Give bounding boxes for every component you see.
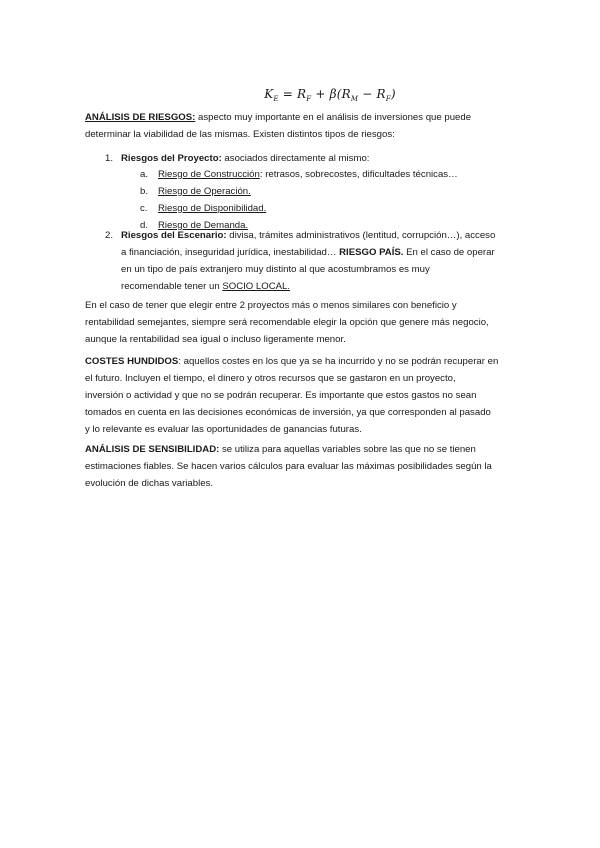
formula-mid: + β(R bbox=[311, 87, 351, 101]
sublist-item bbox=[140, 200, 458, 217]
sensibilidad-line3: evolución de dichas variables. bbox=[85, 478, 213, 489]
proyectos-paragraph bbox=[85, 297, 515, 348]
sublist-rest: : retrasos, sobrecostes, dificultades técnicas… bbox=[259, 169, 458, 180]
formula-lhs: K bbox=[264, 87, 274, 101]
costes-line5: y lo relevante es evaluar las oportunidades de ganancias futuras. bbox=[85, 424, 362, 435]
costes-line4: tomados en cuenta en las decisiones económicas de inversión, ya que corresponden al pasado bbox=[85, 407, 491, 418]
sensibilidad-line1: se utiliza para aquellas variables sobre las que no se tienen bbox=[219, 444, 476, 455]
formula-minus: − R bbox=[358, 87, 386, 101]
formula-close: ) bbox=[390, 87, 396, 101]
costes-line2: el futuro. Incluyen el tiempo, el dinero y otros recursos que se gastaron en un proyecto, bbox=[85, 373, 456, 384]
item2-title: Riesgos del Escenario: bbox=[121, 230, 227, 241]
riesgos-heading: ANÁLISIS DE RIESGOS: bbox=[85, 112, 196, 123]
costes-paragraph bbox=[85, 353, 515, 438]
sublist-item bbox=[140, 166, 458, 183]
list-item-escenario bbox=[105, 227, 515, 295]
sublist-label: Riesgo de Disponibilidad. bbox=[158, 203, 267, 214]
list-number: 2. bbox=[105, 230, 114, 241]
sensibilidad-line2: estimaciones fiables. Se hacen varios cálculos para evaluar las máximas posibilidades según la bbox=[85, 461, 492, 472]
proyectos-line1: En el caso de tener que elegir entre 2 proyectos más o menos similares con beneficio y bbox=[85, 300, 457, 311]
socio-local: SOCIO LOCAL. bbox=[222, 281, 291, 292]
sublist-letter: d. bbox=[140, 220, 149, 231]
item2-line4a: recomendable tener un bbox=[121, 281, 223, 292]
riesgos-list bbox=[105, 150, 515, 167]
formula-rf-sub: F bbox=[306, 95, 312, 103]
costes-line3: inversión o actividad y que no se podrán recuperar. Es importante que estos gastos no sean bbox=[85, 390, 477, 401]
riesgos-paragraph bbox=[85, 109, 515, 143]
sublist-label: Riesgo de Operación. bbox=[158, 186, 251, 197]
proyecto-sublist bbox=[140, 166, 458, 234]
item2-line1: divisa, trámites administrativos (lentitud, corrupción…), acceso bbox=[226, 230, 496, 241]
riesgos-intro-2: determinar la viabilidad de las mismas. Existen distintos tipos de riesgos: bbox=[85, 129, 395, 140]
proyectos-line2: rentabilidad semejantes, siempre será recomendable elegir la opción que genere más negocio, bbox=[85, 317, 489, 328]
item1-text: asociados directamente al mismo: bbox=[221, 153, 370, 164]
sublist-label: Riesgo de Construcción bbox=[158, 169, 260, 180]
riesgos-intro-1: aspecto muy importante en el análisis de inversiones que puede bbox=[195, 112, 472, 123]
costes-line1: : aquellos costes en los que ya se ha incurrido y no se podrán recuperar en bbox=[178, 356, 499, 367]
formula-lhs-sub: E bbox=[273, 95, 279, 103]
formula-rm-sub: M bbox=[350, 95, 359, 103]
item1-title: Riesgos del Proyecto: bbox=[121, 153, 222, 164]
formula-rf2-sub: F bbox=[385, 95, 391, 103]
sensibilidad-paragraph bbox=[85, 441, 515, 492]
formula-eq: = R bbox=[278, 87, 307, 101]
item2-line2c: En el caso de operar bbox=[403, 247, 495, 258]
sublist-letter: c. bbox=[140, 203, 148, 214]
sublist-letter: b. bbox=[140, 186, 149, 197]
sublist-label: Riesgo de Demanda. bbox=[158, 220, 249, 231]
riesgo-pais: RIESGO PAÍS. bbox=[339, 247, 404, 258]
item2-line2a: a financiación, inseguridad jurídica, inestabilidad… bbox=[121, 247, 340, 258]
item2-line3: en un tipo de país extranjero muy distinto al que acostumbramos es muy bbox=[121, 264, 430, 275]
costes-heading: COSTES HUNDIDOS bbox=[85, 356, 179, 367]
list-item-proyecto bbox=[105, 150, 515, 167]
sublist-item bbox=[140, 183, 458, 200]
proyectos-line3: aunque la rentabilidad sea igual o incluso ligeramente menor. bbox=[85, 334, 346, 345]
sublist-letter: a. bbox=[140, 169, 149, 180]
list-number: 1. bbox=[105, 153, 114, 164]
capm-formula bbox=[0, 86, 600, 108]
sensibilidad-heading: ANÁLISIS DE SENSIBILIDAD: bbox=[85, 444, 220, 455]
